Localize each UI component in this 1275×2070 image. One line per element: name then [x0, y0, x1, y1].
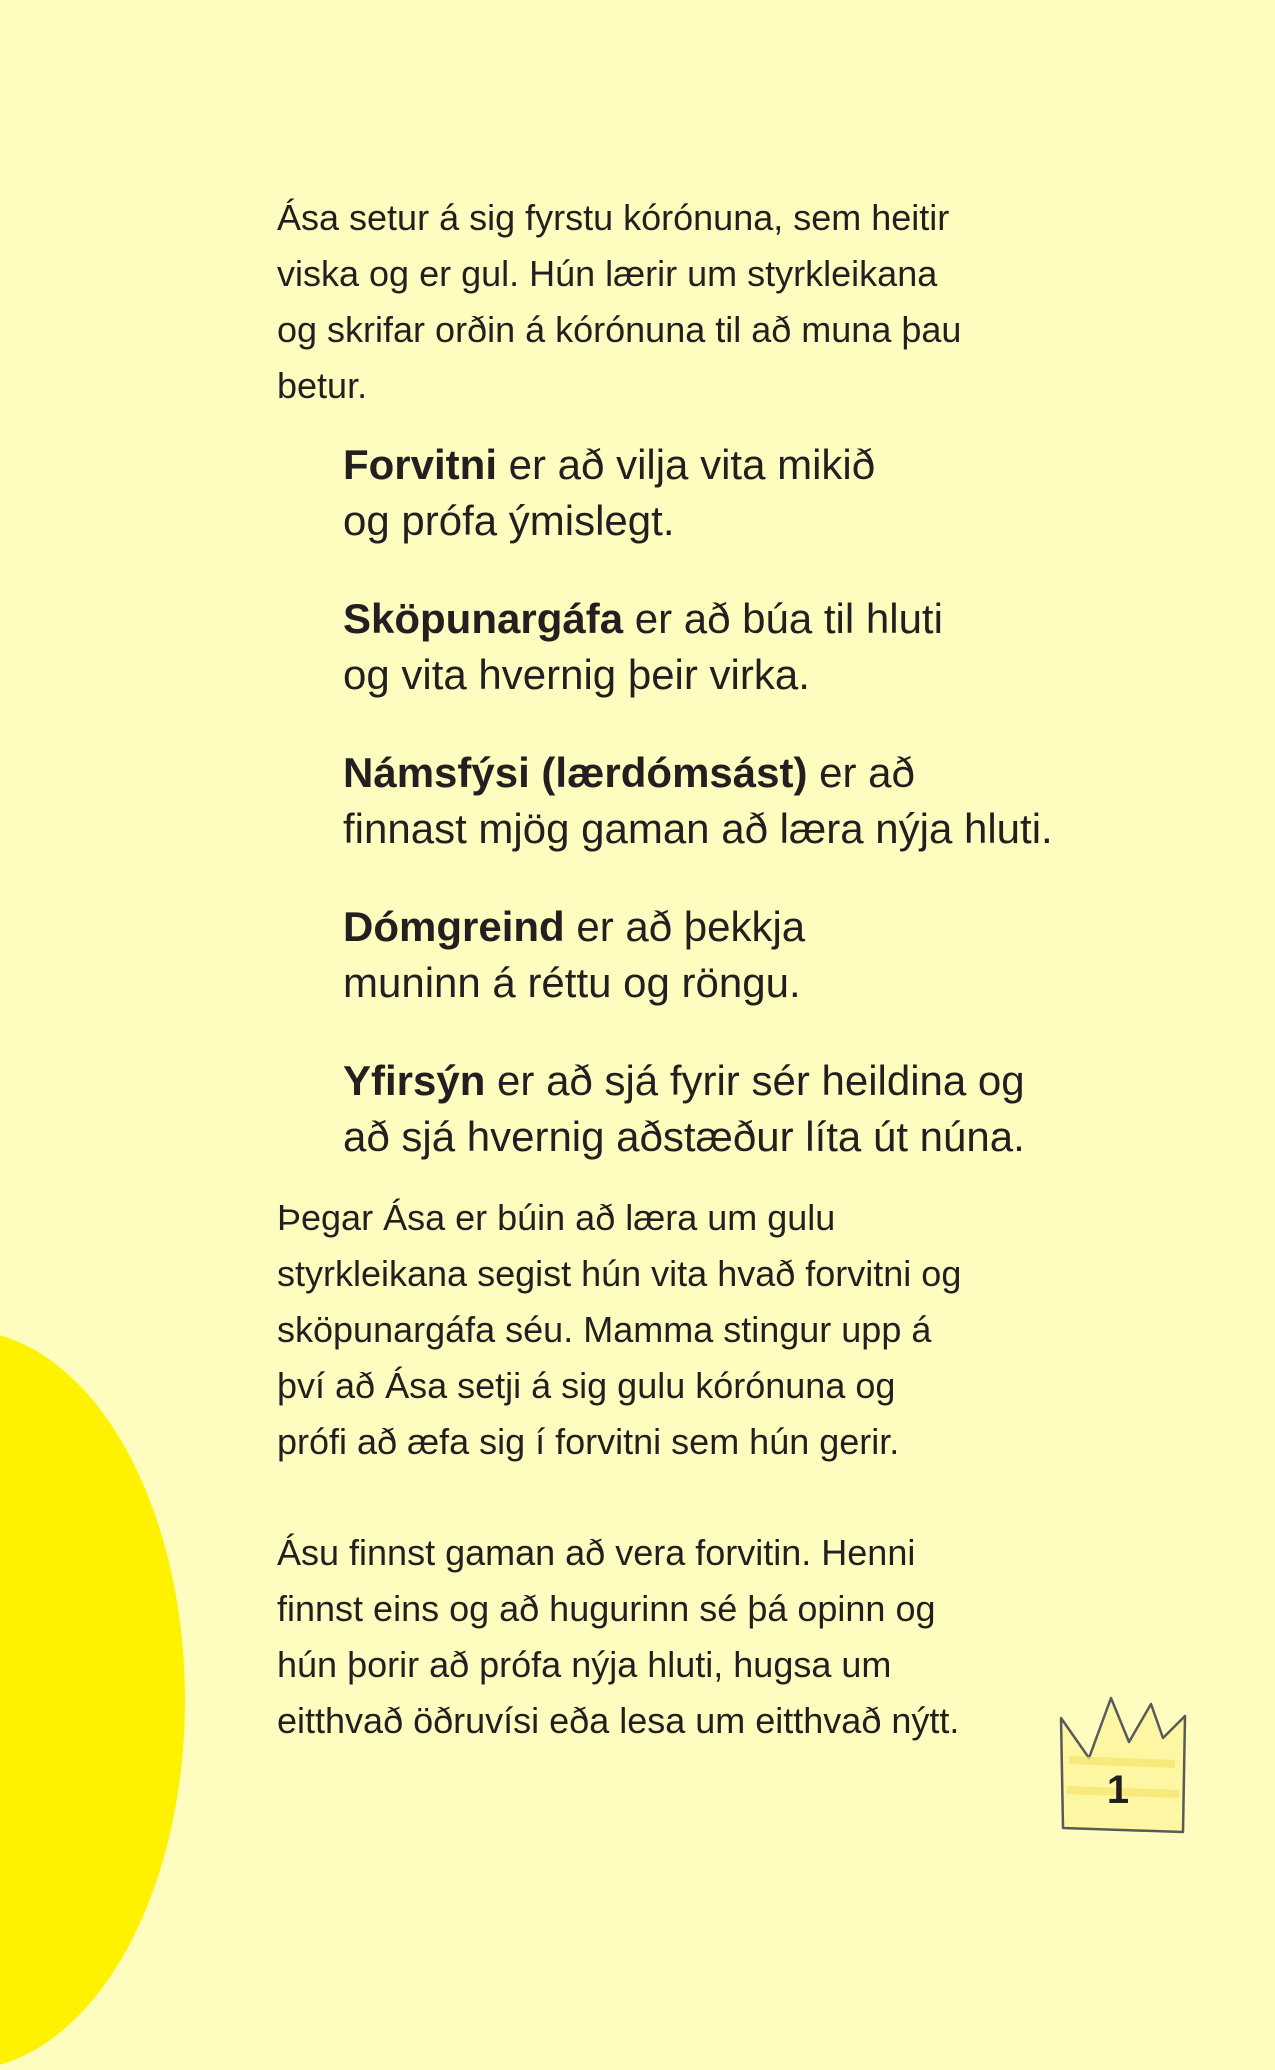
text-line: eitthvað öðruvísi eða lesa um eitthvað nýtt.: [277, 1700, 960, 1741]
intro-paragraph: [277, 190, 961, 414]
definition-text: er að búa til hluti: [623, 595, 943, 642]
body-paragraph: [277, 1190, 961, 1470]
definition-text: er að: [807, 749, 915, 796]
text-line: styrkleikana segist hún vita hvað forvitni og: [277, 1253, 962, 1294]
text-line: Þegar Ása er búin að læra um gulu: [277, 1197, 836, 1238]
definition-item: [343, 437, 875, 549]
definition-text: er að sjá fyrir sér heildina og: [485, 1057, 1025, 1104]
crown-icon: [1055, 1690, 1190, 1840]
text-line: því að Ása setji á sig gulu kórónuna og: [277, 1365, 896, 1406]
definition-text: finnast mjög gaman að læra nýja hluti.: [343, 805, 1053, 852]
text-line: sköpunargáfa séu. Mamma stingur upp á: [277, 1309, 932, 1350]
definition-term: Forvitni: [343, 441, 497, 488]
definition-item: [343, 591, 943, 703]
text-line: prófi að æfa sig í forvitni sem hún gerir.: [277, 1421, 900, 1462]
definition-text: er að þekkja: [564, 903, 806, 950]
definition-text: og vita hvernig þeir virka.: [343, 651, 810, 698]
definition-item: [343, 745, 1053, 857]
definition-item: [343, 1053, 1025, 1165]
definition-text: og prófa ýmislegt.: [343, 497, 675, 544]
definition-text: er að vilja vita mikið: [497, 441, 876, 488]
definition-text: muninn á réttu og röngu.: [343, 959, 801, 1006]
definition-term: Sköpunargáfa: [343, 595, 624, 642]
definition-term: Yfirsýn: [343, 1057, 486, 1104]
text-line: finnst eins og að hugurinn sé þá opinn og: [277, 1588, 936, 1629]
yellow-sun-shape: [0, 1330, 185, 2070]
body-paragraph: [277, 1525, 959, 1749]
definition-text: að sjá hvernig aðstæður líta út núna.: [343, 1113, 1025, 1160]
text-line: Ásu finnst gaman að vera forvitin. Henni: [277, 1532, 916, 1573]
text-line: betur.: [277, 365, 368, 406]
text-line: Ása setur á sig fyrstu kórónuna, sem heitir: [277, 197, 950, 238]
page-number: 1: [1106, 1768, 1130, 1812]
text-line: hún þorir að prófa nýja hluti, hugsa um: [277, 1644, 892, 1685]
definition-term: Dómgreind: [343, 903, 565, 950]
text-line: viska og er gul. Hún lærir um styrkleikana: [277, 253, 938, 294]
definition-item: [343, 899, 805, 1011]
text-line: og skrifar orðin á kórónuna til að muna þau: [277, 309, 962, 350]
definition-term: Námsfýsi (lærdómsást): [343, 749, 808, 796]
